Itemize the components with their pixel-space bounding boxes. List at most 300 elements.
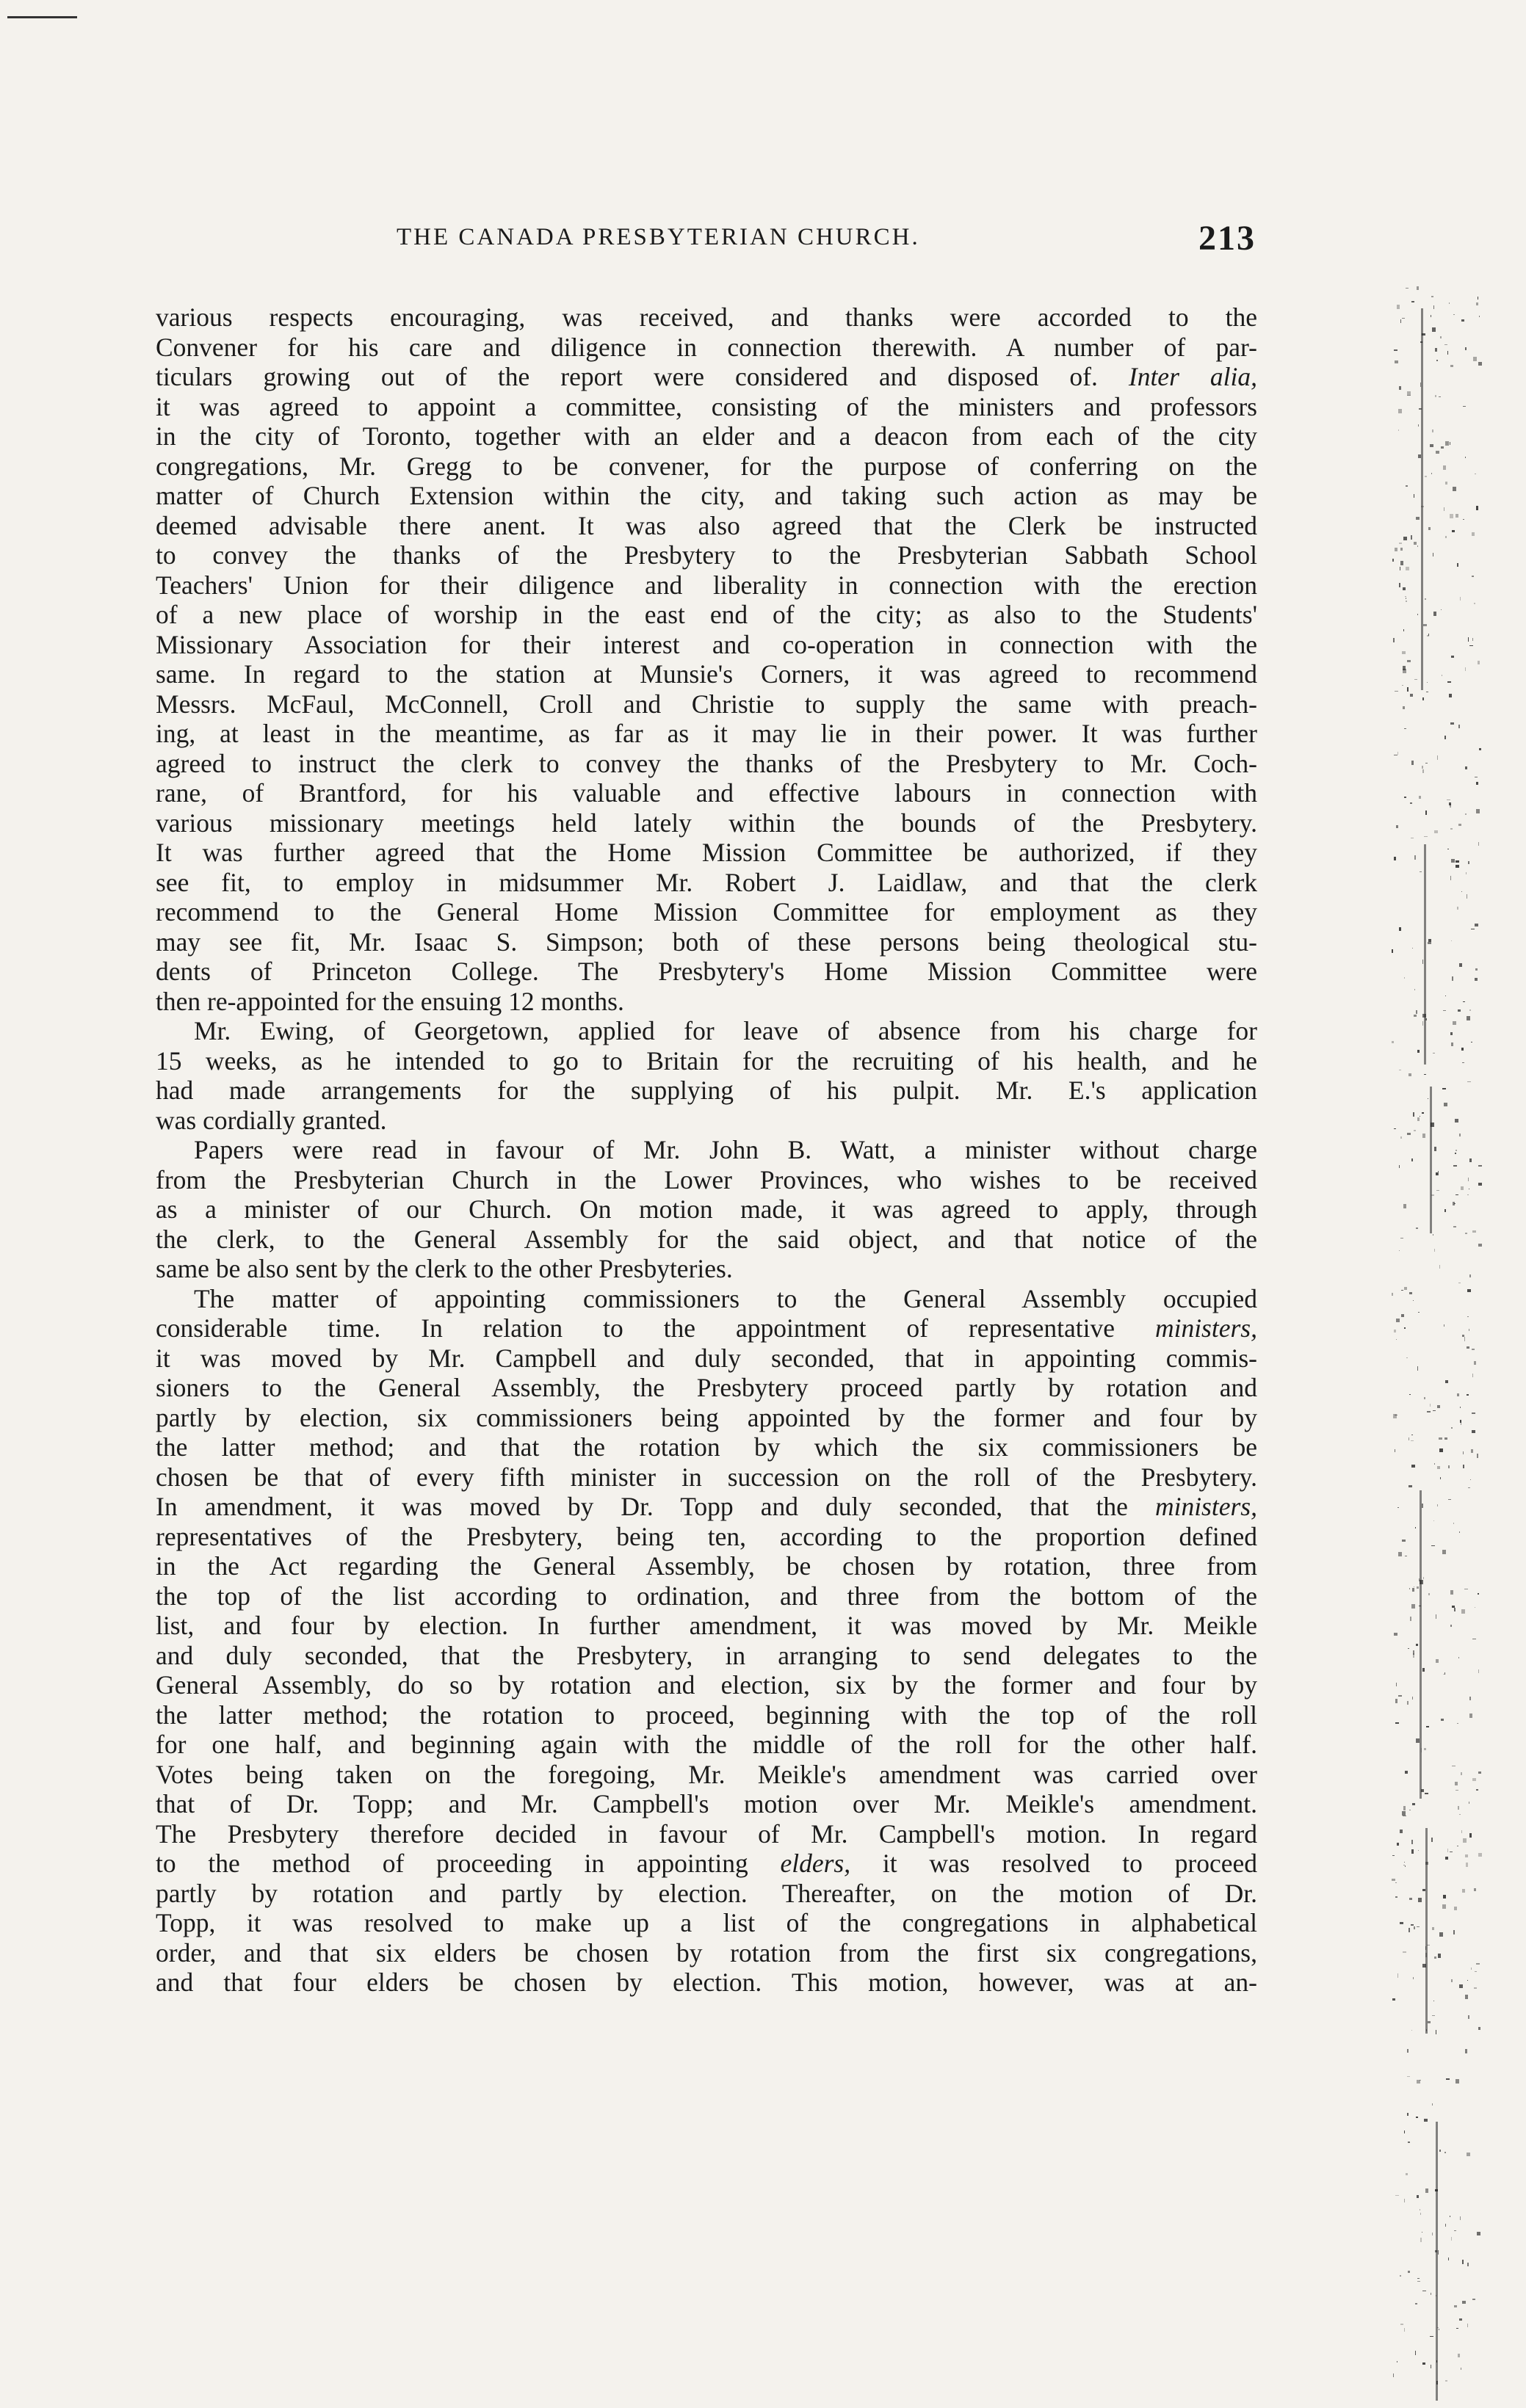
- gutter-speck: [1445, 482, 1447, 485]
- gutter-streak: [1420, 1490, 1422, 1799]
- gutter-speck: [1433, 1053, 1435, 1054]
- gutter-speck: [1410, 1617, 1411, 1621]
- gutter-speck: [1411, 1158, 1413, 1161]
- gutter-speck: [1420, 2238, 1422, 2242]
- gutter-speck: [1453, 314, 1455, 315]
- gutter-speck: [1422, 1964, 1426, 1968]
- gutter-speck: [1472, 1374, 1473, 1377]
- gutter-speck: [1456, 2328, 1458, 2329]
- gutter-speck: [1462, 1335, 1464, 1337]
- text-line: Mr. Ewing, of Georgetown, applied for leave of absence from his charge for: [194, 1016, 1257, 1045]
- gutter-speck: [1465, 813, 1467, 815]
- gutter-speck: [1435, 348, 1437, 352]
- gutter-speck: [1411, 1849, 1414, 1854]
- gutter-speck: [1458, 1009, 1461, 1012]
- gutter-speck: [1444, 1437, 1447, 1440]
- gutter-speck: [1454, 2230, 1456, 2231]
- gutter-speck: [1435, 2250, 1437, 2252]
- gutter-speck: [1478, 1165, 1482, 1167]
- gutter-speck: [1438, 2250, 1439, 2255]
- text-line: recommend to the General Home Mission Committee for employment as they: [156, 897, 1257, 926]
- gutter-speck: [1417, 286, 1419, 290]
- gutter-speck: [1404, 1327, 1406, 1329]
- text-line: Papers were read in favour of Mr. John B. Watt, a minister without charge: [194, 1135, 1257, 1164]
- gutter-speck: [1439, 1448, 1443, 1452]
- gutter-speck: [1467, 1289, 1471, 1292]
- gutter-speck: [1425, 1953, 1427, 1957]
- gutter-speck: [1400, 2324, 1403, 2325]
- gutter-speck: [1447, 799, 1450, 800]
- gutter-speck: [1432, 2015, 1435, 2016]
- gutter-speck: [1408, 2142, 1410, 2143]
- gutter-speck: [1410, 802, 1412, 804]
- gutter-speck: [1398, 409, 1402, 413]
- gutter-speck: [1467, 1346, 1469, 1349]
- text-line: same be also sent by the clerk to the other Presbyteries.: [156, 1254, 733, 1283]
- gutter-speck: [1453, 1226, 1456, 1227]
- gutter-speck: [1479, 316, 1480, 317]
- gutter-speck: [1411, 761, 1414, 765]
- italic-phrase: Inter alia,: [1128, 362, 1257, 391]
- gutter-speck: [1424, 836, 1428, 837]
- gutter-speck: [1416, 517, 1420, 520]
- gutter-speck: [1478, 2027, 1480, 2030]
- gutter-speck: [1392, 1041, 1394, 1043]
- gutter-speck: [1472, 1230, 1476, 1233]
- gutter-speck: [1453, 1021, 1456, 1025]
- gutter-speck: [1416, 1227, 1418, 1229]
- text-line: to the method of proceeding in appointing elders, it was resolved to proceed: [156, 1849, 1257, 1878]
- gutter-speck: [1392, 1998, 1395, 2001]
- gutter-speck: [1453, 1523, 1454, 1524]
- gutter-speck: [1467, 2324, 1468, 2327]
- gutter-speck: [1465, 766, 1467, 769]
- gutter-speck: [1448, 2258, 1449, 2260]
- gutter-speck: [1404, 1287, 1407, 1290]
- gutter-speck: [1400, 548, 1403, 551]
- gutter-speck: [1475, 924, 1478, 926]
- gutter-speck: [1401, 1314, 1404, 1317]
- gutter-streak: [1436, 2122, 1438, 2401]
- gutter-speck: [1416, 2117, 1418, 2118]
- gutter-speck: [1467, 1316, 1469, 1317]
- gutter-speck: [1431, 296, 1433, 297]
- gutter-speck: [1408, 2271, 1410, 2273]
- text-line: In amendment, it was moved by Dr. Topp and duly seconded, that the ministers,: [156, 1492, 1257, 1521]
- gutter-speck: [1456, 2079, 1459, 2084]
- gutter-streak: [1421, 308, 1423, 690]
- gutter-speck: [1423, 624, 1427, 626]
- gutter-speck: [1458, 725, 1460, 728]
- gutter-speck: [1425, 1018, 1427, 1020]
- gutter-speck: [1425, 763, 1428, 764]
- gutter-speck: [1422, 1668, 1425, 1672]
- gutter-speck: [1404, 728, 1406, 729]
- gutter-speck: [1436, 451, 1439, 454]
- gutter-speck: [1468, 861, 1469, 864]
- gutter-speck: [1457, 1393, 1459, 1396]
- gutter-speck: [1414, 679, 1417, 680]
- gutter-speck: [1395, 548, 1397, 551]
- gutter-speck: [1455, 1119, 1458, 1123]
- gutter-speck: [1478, 1183, 1482, 1186]
- text-line: order, and that six elders be chosen by rotation from the first six congregations,: [156, 1937, 1257, 1968]
- gutter-speck: [1476, 506, 1478, 510]
- gutter-speck: [1459, 963, 1462, 967]
- gutter-speck: [1403, 1204, 1406, 1208]
- gutter-speck: [1459, 2318, 1462, 2321]
- gutter-speck: [1403, 706, 1405, 709]
- text-line: as a minister of our Church. On motion made, it was agreed to apply, through: [156, 1194, 1257, 1224]
- gutter-speck: [1461, 1609, 1465, 1614]
- gutter-speck: [1417, 1117, 1420, 1121]
- gutter-speck: [1412, 948, 1413, 949]
- gutter-speck: [1396, 1319, 1400, 1322]
- text-line: for one half, and beginning again with the middle of the roll for the other half.: [156, 1730, 1257, 1759]
- italic-phrase: ministers,: [1154, 1313, 1257, 1343]
- text-line: it was agreed to appoint a committee, consisting of the ministers and professors: [156, 391, 1257, 421]
- text-line: representatives of the Presbytery, being ten, according to the proportion defined: [156, 1521, 1257, 1551]
- gutter-speck: [1395, 691, 1398, 692]
- gutter-speck: [1478, 1244, 1482, 1247]
- gutter-speck: [1418, 424, 1419, 427]
- gutter-speck: [1415, 1527, 1416, 1528]
- text-line: same. In regard to the station at Munsie's Corners, it was agreed to recommend: [156, 659, 1257, 689]
- gutter-speck: [1409, 1073, 1411, 1076]
- gutter-speck: [1468, 637, 1469, 642]
- gutter-speck: [1453, 487, 1456, 491]
- gutter-speck: [1433, 1410, 1436, 1411]
- gutter-speck: [1394, 349, 1397, 351]
- gutter-speck: [1450, 1032, 1453, 1035]
- gutter-speck: [1405, 1771, 1408, 1774]
- gutter-speck: [1422, 1134, 1425, 1138]
- text-line: to convey the thanks of the Presbytery to the Presbyterian Sabbath School: [156, 540, 1257, 570]
- text-line: the latter method; and that the rotation by which the six commissioners be: [156, 1432, 1257, 1462]
- gutter-speck: [1399, 583, 1400, 587]
- gutter-speck: [1434, 1249, 1435, 1252]
- gutter-speck: [1472, 532, 1475, 536]
- gutter-speck: [1462, 1062, 1464, 1063]
- text-line: and that four elders be chosen by election. This motion, however, was at an-: [156, 1968, 1257, 1997]
- gutter-speck: [1448, 1465, 1450, 1468]
- gutter-speck: [1422, 1504, 1423, 1508]
- gutter-speck: [1427, 682, 1428, 683]
- text-line: rane, of Brantford, for his valuable and effective labours in connection with: [156, 778, 1257, 808]
- text-line: in the city of Toronto, together with an elder and a deacon from each of the city: [156, 421, 1257, 451]
- gutter-speck: [1444, 736, 1446, 739]
- gutter-speck: [1442, 1550, 1446, 1554]
- gutter-speck: [1439, 396, 1441, 397]
- gutter-speck: [1462, 1889, 1465, 1893]
- gutter-speck: [1441, 1719, 1444, 1721]
- gutter-speck: [1437, 1504, 1438, 1506]
- text-line: considerable time. In relation to the appointment of representative ministers,: [156, 1313, 1257, 1343]
- gutter-speck: [1394, 1330, 1396, 1332]
- gutter-speck: [1474, 1361, 1476, 1365]
- gutter-speck: [1466, 1863, 1468, 1867]
- gutter-speck: [1461, 1830, 1462, 1833]
- gutter-speck: [1461, 1772, 1462, 1775]
- gutter-speck: [1454, 1907, 1457, 1910]
- gutter-speck: [1404, 2130, 1405, 2133]
- gutter-speck: [1422, 697, 1424, 700]
- gutter-speck: [1413, 1112, 1414, 1117]
- gutter-speck: [1467, 2263, 1469, 2266]
- gutter-speck: [1435, 395, 1436, 397]
- gutter-speck: [1404, 977, 1405, 979]
- gutter-speck: [1416, 1010, 1417, 1014]
- gutter-speck: [1459, 1984, 1463, 1988]
- gutter-speck: [1456, 1150, 1457, 1151]
- gutter-speck: [1446, 2078, 1450, 2080]
- gutter-speck: [1416, 1738, 1420, 1743]
- page-header: [154, 219, 1256, 283]
- gutter-speck: [1397, 1843, 1399, 1846]
- gutter-speck: [1395, 1699, 1397, 1703]
- gutter-speck: [1422, 769, 1424, 773]
- gutter-speck: [1421, 506, 1424, 507]
- gutter-speck: [1412, 1697, 1413, 1700]
- gutter-speck: [1444, 1672, 1445, 1675]
- gutter-speck: [1400, 2275, 1401, 2277]
- gutter-speck: [1438, 1954, 1441, 1958]
- text-line: Missionary Association for their interest and co-operation in connection with the: [156, 629, 1257, 659]
- gutter-speck: [1414, 1015, 1417, 1017]
- gutter-speck: [1453, 1930, 1455, 1934]
- gutter-speck: [1407, 1701, 1409, 1705]
- gutter-speck: [1395, 2195, 1399, 2196]
- gutter-speck: [1407, 660, 1411, 662]
- gutter-speck: [1400, 1238, 1403, 1239]
- text-line: Votes being taken on the foregoing, Mr. Meikle's amendment was carried over: [156, 1759, 1257, 1789]
- gutter-speck: [1402, 1540, 1406, 1542]
- gutter-speck: [1425, 1793, 1428, 1794]
- gutter-speck: [1475, 978, 1478, 981]
- gutter-speck: [1432, 1927, 1434, 1930]
- gutter-speck: [1417, 1050, 1420, 1053]
- gutter-speck: [1452, 1606, 1455, 1608]
- gutter-speck: [1403, 537, 1407, 540]
- gutter-speck: [1440, 336, 1442, 338]
- gutter-speck: [1478, 1669, 1479, 1673]
- gutter-speck: [1451, 940, 1452, 941]
- gutter-speck: [1425, 2188, 1428, 2193]
- gutter-speck: [1425, 1946, 1426, 1950]
- gutter-speck: [1478, 1853, 1482, 1857]
- gutter-speck: [1404, 2199, 1405, 2202]
- gutter-speck: [1460, 597, 1461, 601]
- gutter-speck: [1465, 1854, 1468, 1857]
- text-line: then re-appointed for the ensuing 12 months.: [156, 986, 624, 1016]
- gutter-speck: [1465, 457, 1466, 458]
- gutter-speck: [1437, 1405, 1440, 1408]
- gutter-speck: [1471, 1968, 1472, 1970]
- gutter-speck: [1445, 2380, 1447, 2382]
- gutter-speck: [1394, 1128, 1396, 1129]
- gutter-speck: [1467, 1194, 1469, 1195]
- gutter-speck: [1472, 576, 1474, 577]
- gutter-speck: [1411, 1840, 1413, 1844]
- gutter-speck: [1472, 638, 1473, 641]
- gutter-speck: [1467, 1016, 1470, 1020]
- text-line: partly by rotation and partly by election. Thereafter, on the motion of Dr.: [156, 1878, 1257, 1908]
- gutter-speck: [1403, 1951, 1406, 1953]
- gutter-speck: [1473, 357, 1477, 361]
- gutter-speck: [1451, 2237, 1452, 2241]
- gutter-speck: [1399, 386, 1401, 390]
- gutter-speck: [1458, 1806, 1459, 1810]
- text-line: sioners to the General Assembly, the Presbytery proceed partly by rotation and: [156, 1373, 1257, 1402]
- gutter-speck: [1413, 1653, 1414, 1658]
- text-line: Messrs. McFaul, McConnell, Croll and Christie to supply the same with preach-: [156, 689, 1257, 719]
- gutter-speck: [1455, 1153, 1456, 1154]
- gutter-speck: [1474, 603, 1475, 604]
- gutter-speck: [1447, 681, 1451, 683]
- gutter-speck: [1450, 514, 1453, 518]
- gutter-speck: [1478, 362, 1482, 366]
- gutter-speck: [1393, 638, 1395, 642]
- gutter-speck: [1463, 1465, 1464, 1468]
- gutter-speck: [1430, 444, 1433, 447]
- binding-gutter-noise: [1392, 286, 1487, 2401]
- gutter-speck: [1406, 567, 1409, 570]
- gutter-speck: [1414, 1130, 1416, 1131]
- gutter-speck: [1402, 318, 1405, 319]
- gutter-speck: [1421, 1748, 1422, 1752]
- gutter-speck: [1469, 1274, 1471, 1277]
- gutter-speck: [1467, 1394, 1469, 1396]
- gutter-speck: [1475, 1971, 1477, 1972]
- gutter-speck: [1430, 1404, 1431, 1407]
- gutter-speck: [1465, 2049, 1467, 2053]
- gutter-speck: [1457, 907, 1458, 910]
- gutter-speck: [1399, 543, 1402, 544]
- gutter-speck: [1444, 1209, 1446, 1212]
- gutter-speck: [1417, 2195, 1419, 2198]
- gutter-speck: [1416, 1644, 1418, 1646]
- gutter-speck: [1397, 305, 1400, 309]
- gutter-speck: [1459, 1531, 1460, 1533]
- gutter-speck: [1469, 1009, 1471, 1011]
- gutter-speck: [1431, 1194, 1434, 1196]
- gutter-speck: [1424, 1748, 1426, 1750]
- gutter-speck: [1424, 2119, 1428, 2122]
- gutter-speck: [1461, 319, 1464, 322]
- gutter-speck: [1406, 485, 1408, 487]
- gutter-speck: [1405, 596, 1406, 597]
- gutter-speck: [1441, 446, 1444, 449]
- gutter-speck: [1403, 669, 1406, 673]
- gutter-speck: [1419, 408, 1422, 410]
- text-line: 15 weeks, as he intended to go to Britain for the recruiting of his health, and he: [156, 1045, 1257, 1076]
- page-number: 213: [1198, 219, 1256, 258]
- gutter-speck: [1432, 2103, 1433, 2106]
- gutter-speck: [1428, 939, 1431, 942]
- gutter-speck: [1443, 1895, 1446, 1899]
- gutter-speck: [1422, 333, 1425, 336]
- gutter-speck: [1399, 927, 1401, 931]
- text-line: in the Act regarding the General Assembly, be chosen by rotation, three from: [156, 1551, 1257, 1581]
- gutter-speck: [1403, 1806, 1406, 1810]
- text-line: deemed advisable there anent. It was also agreed that the Clerk be instructed: [156, 510, 1257, 540]
- gutter-speck: [1436, 1190, 1439, 1191]
- gutter-speck: [1436, 1659, 1439, 1663]
- gutter-speck: [1420, 341, 1422, 343]
- gutter-speck: [1456, 865, 1459, 868]
- gutter-speck: [1411, 2030, 1412, 2031]
- gutter-speck: [1433, 612, 1436, 616]
- gutter-speck: [1428, 2021, 1431, 2023]
- gutter-streak: [1430, 1087, 1432, 1233]
- gutter-speck: [1450, 804, 1451, 808]
- gutter-speck: [1406, 2173, 1408, 2175]
- gutter-speck: [1476, 302, 1478, 305]
- gutter-speck: [1400, 561, 1403, 565]
- gutter-speck: [1436, 360, 1438, 361]
- gutter-speck: [1464, 1337, 1465, 1341]
- gutter-speck: [1407, 1133, 1411, 1135]
- gutter-speck: [1401, 1290, 1403, 1291]
- text-line: list, and four by election. In further amendment, it was moved by Mr. Meikle: [156, 1611, 1257, 1640]
- gutter-speck: [1434, 830, 1438, 833]
- gutter-speck: [1442, 1904, 1446, 1909]
- italic-phrase: ministers,: [1154, 1492, 1257, 1521]
- gutter-speck: [1439, 2150, 1441, 2152]
- gutter-speck: [1437, 1466, 1440, 1469]
- gutter-speck: [1402, 651, 1406, 654]
- gutter-speck: [1444, 344, 1447, 345]
- gutter-speck: [1456, 1790, 1458, 1791]
- gutter-speck: [1420, 1580, 1423, 1584]
- text-line: chosen be that of every fifth minister in succession on the roll of the Presbytery.: [156, 1462, 1257, 1492]
- gutter-speck: [1448, 1499, 1451, 1500]
- gutter-speck: [1397, 752, 1398, 755]
- text-line: may see fit, Mr. Isaac S. Simpson; both of these persons being theological stu-: [156, 926, 1257, 957]
- text-line: it was moved by Mr. Campbell and duly seconded, that in appointing commis-: [156, 1343, 1257, 1373]
- gutter-speck: [1417, 1366, 1418, 1371]
- scan-artifact-mark: [7, 16, 77, 18]
- gutter-speck: [1422, 960, 1423, 964]
- gutter-speck: [1417, 614, 1418, 615]
- gutter-speck: [1453, 1165, 1457, 1167]
- gutter-speck: [1414, 1926, 1415, 1929]
- gutter-speck: [1468, 1487, 1470, 1488]
- gutter-speck: [1457, 1723, 1458, 1724]
- gutter-speck: [1456, 1194, 1458, 1195]
- text-line: that of Dr. Topp; and Mr. Campbell's motion over Mr. Meikle's amendment.: [156, 1789, 1257, 1818]
- gutter-speck: [1445, 2224, 1446, 2227]
- gutter-speck: [1406, 601, 1407, 602]
- gutter-speck: [1460, 1407, 1461, 1408]
- gutter-speck: [1453, 1202, 1455, 1205]
- gutter-speck: [1425, 598, 1426, 600]
- gutter-speck: [1432, 429, 1433, 432]
- gutter-speck: [1421, 1789, 1424, 1792]
- gutter-speck: [1413, 1977, 1414, 1979]
- gutter-speck: [1474, 1987, 1477, 1989]
- gutter-speck: [1431, 473, 1432, 474]
- text-line: Convener for his care and diligence in connection therewith. A number of par-: [156, 332, 1257, 362]
- gutter-speck: [1434, 1147, 1436, 1151]
- gutter-speck: [1424, 1397, 1425, 1399]
- gutter-speck: [1428, 634, 1429, 636]
- gutter-speck: [1428, 1593, 1430, 1595]
- text-line: The matter of appointing commissioners to the General Assembly occupied: [194, 1283, 1257, 1313]
- gutter-speck: [1407, 395, 1411, 396]
- gutter-speck: [1395, 360, 1398, 363]
- gutter-speck: [1403, 629, 1404, 631]
